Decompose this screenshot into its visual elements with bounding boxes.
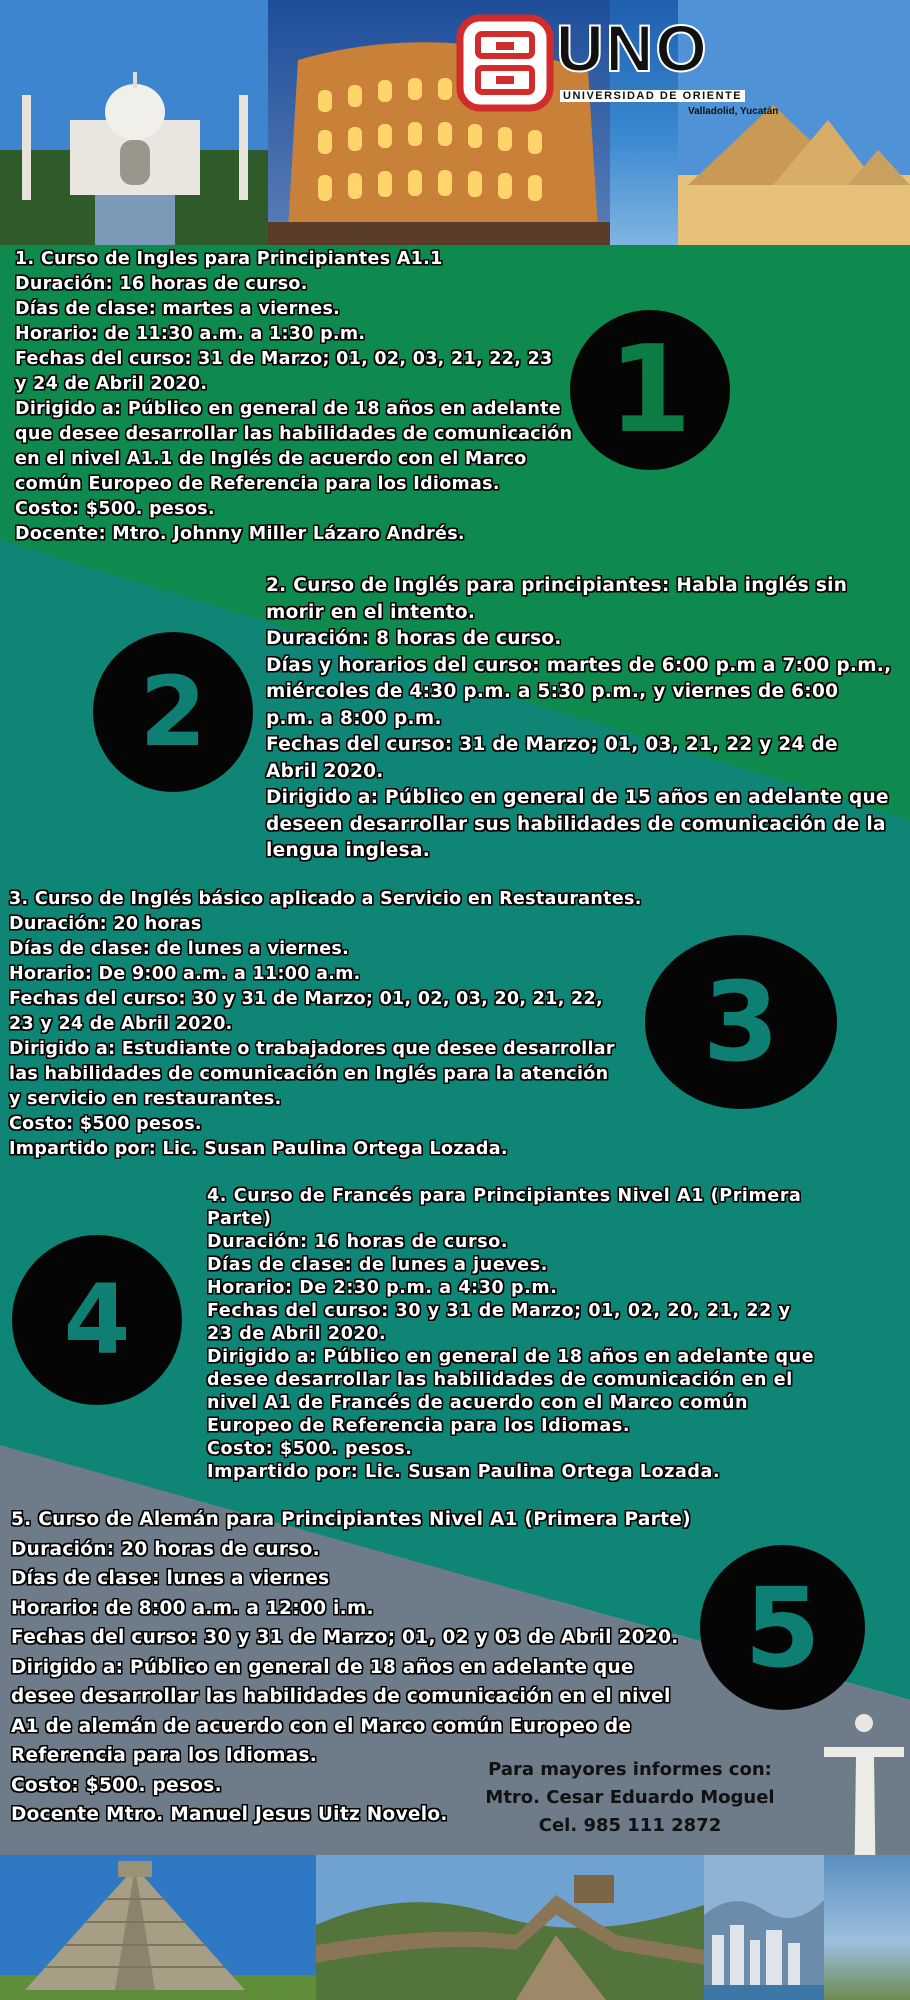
uno-logo (456, 11, 786, 120)
contact-name: Mtro. Cesar Eduardo Moguel (485, 1787, 775, 1808)
course-4-details (207, 1185, 814, 1484)
course-5-number: 5 (744, 1563, 821, 1692)
bottom-photo-strip (0, 1855, 910, 2000)
course-2-details (266, 573, 891, 865)
course-3-line: Impartido por: Lic. Susan Paulina Ortega Lozada. (9, 1139, 508, 1159)
course-5-badge (700, 1545, 865, 1710)
course-5-line: Fechas del curso: 30 y 31 de Marzo; 01, 02 y 03 de Abril 2020. (11, 1627, 679, 1648)
course-2-line: p.m. a 8:00 p.m. (266, 707, 442, 729)
course-4-line: 23 de Abril 2020. (207, 1324, 387, 1344)
course-5-line: Docente Mtro. Manuel Jesus Uitz Novelo. (11, 1804, 448, 1825)
course-1-line: Duración: 16 horas de curso. (15, 274, 308, 294)
course-2-title: 2. Curso de Inglés para principiantes: Habla inglés sin (266, 575, 848, 596)
course-1-number: 1 (608, 320, 692, 460)
course-2-line: Duración: 8 horas de curso. (266, 628, 562, 649)
course-4-line: Duración: 16 horas de curso. (207, 1232, 509, 1252)
course-5-line: Horario: de 8:00 a.m. a 12:00 i.m. (11, 1597, 374, 1619)
course-4-line: Impartido por: Lic. Susan Paulina Ortega Lozada. (207, 1462, 721, 1482)
course-1-line: Dirigido a: Público en general de 18 años en adelante (15, 399, 561, 419)
course-4-line: Días de clase: de lunes a jueves. (207, 1255, 549, 1275)
course-5-line: Días de clase: lunes a viernes (11, 1568, 330, 1589)
course-2-line: morir en el intento. (266, 601, 476, 623)
course-4-line: Parte) (207, 1209, 272, 1229)
course-1-line: Docente: Mtro. Johnny Miller Lázaro Andrés. (15, 524, 465, 544)
course-3-number: 3 (702, 958, 780, 1086)
great-wall-photo (316, 1855, 704, 2000)
course-3-line: Costo: $500 pesos. (9, 1114, 202, 1134)
course-2-line: Abril 2020. (266, 760, 384, 782)
course-1-line: Fechas del curso: 31 de Marzo; 01, 02, 03, 21, 22, 23 (15, 349, 553, 369)
course-2-badge (93, 632, 253, 792)
course-1-line: en el nivel A1.1 de Inglés de acuerdo con el Marco (15, 449, 527, 469)
course-4-title: 4. Curso de Francés para Principiantes Nivel A1 (Primera (207, 1186, 802, 1206)
top-photo-strip (0, 0, 910, 245)
course-5-line: Referencia para los Idiomas. (11, 1745, 318, 1766)
course-1-badge (570, 310, 730, 470)
course-2-line: deseen desarrollar sus habilidades de comunicación de la (266, 813, 886, 835)
course-1-line: y 24 de Abril 2020. (15, 374, 208, 394)
logo-name: UNO (556, 11, 709, 85)
course-4-badge (12, 1235, 182, 1405)
course-1-details (15, 247, 572, 547)
course-3-line: Fechas del curso: 30 y 31 de Marzo; 01, 02, 03, 20, 21, 22, (9, 989, 603, 1009)
course-4-line: Europeo de Referencia para los Idiomas. (207, 1416, 631, 1436)
course-4-line: Dirigido a: Público en general de 18 años en adelante que (207, 1347, 815, 1367)
contact-info (470, 1756, 790, 1840)
course-3-badge (645, 935, 837, 1109)
course-3-line: las habilidades de comunicación en Inglés para la atención (9, 1064, 609, 1084)
course-1-line: que desee desarrollar las habilidades de comunicación (15, 424, 573, 444)
course-3-line: y servicio en restaurantes. (9, 1089, 282, 1109)
course-5-title: 5. Curso de Alemán para Principiantes Nivel A1 (Primera Parte) (11, 1509, 691, 1530)
course-4-line: Costo: $500. pesos. (207, 1439, 413, 1459)
course-4-line: desee desarrollar las habilidades de comunicación en el (207, 1370, 793, 1390)
course-3-line: Duración: 20 horas (9, 914, 202, 934)
course-3-line: Horario: De 9:00 a.m. a 11:00 a.m. (9, 964, 361, 984)
course-5-line: A1 de alemán de acuerdo con el Marco común Europeo de (11, 1715, 632, 1737)
rio-skyline-photo (704, 1855, 824, 2000)
course-1-line: común Europeo de Referencia para los Idiomas. (15, 474, 500, 494)
course-3-details (9, 887, 642, 1162)
chichen-itza-photo (0, 1855, 316, 2000)
course-3-title: 3. Curso de Inglés básico aplicado a Servicio en Restaurantes. (9, 889, 642, 909)
logo-location: Valladolid, Yucatán (688, 106, 779, 117)
course-2-line: Días y horarios del curso: martes de 6:00 p.m a 7:00 p.m., (266, 654, 892, 676)
course-5-line: Costo: $500. pesos. (11, 1774, 222, 1796)
course-4-line: Horario: De 2:30 p.m. a 4:30 p.m. (207, 1278, 558, 1298)
course-4-number: 4 (63, 1264, 131, 1376)
contact-intro: Para mayores informes con: (488, 1759, 772, 1780)
course-1-line: Días de clase: martes a viernes. (15, 299, 341, 319)
course-1-title: 1. Curso de Ingles para Principiantes A1.1 (15, 249, 443, 269)
course-3-line: 23 y 24 de Abril 2020. (9, 1014, 233, 1034)
course-1-line: Costo: $500. pesos. (15, 499, 215, 519)
contact-phone: Cel. 985 111 2872 (538, 1815, 722, 1836)
course-5-line: desee desarrollar las habilidades de comunicación en el nivel (11, 1686, 671, 1707)
course-5-line: Dirigido a: Público en general de 18 años en adelante que (11, 1656, 634, 1678)
course-2-line: Dirigido a: Público en general de 15 años en adelante que (266, 787, 889, 808)
course-3-line: Días de clase: de lunes a viernes. (9, 939, 350, 959)
course-2-line: Fechas del curso: 31 de Marzo; 01, 03, 21, 22 y 24 de (266, 734, 838, 755)
course-1-line: Horario: de 11:30 a.m. a 1:30 p.m. (15, 324, 366, 344)
course-2-line: lengua inglesa. (266, 840, 431, 861)
course-2-line: miércoles de 4:30 p.m. a 5:30 p.m., y viernes de 6:00 (266, 681, 839, 702)
logo-subtitle: UNIVERSIDAD DE ORIENTE (560, 90, 745, 102)
course-3-line: Dirigido a: Estudiante o trabajadores que desee desarrollar (9, 1039, 615, 1059)
course-5-line: Duración: 20 horas de curso. (11, 1538, 320, 1560)
course-2-number: 2 (139, 656, 207, 768)
taj-mahal-photo (0, 0, 270, 245)
logo-emblem-icon (456, 14, 554, 112)
course-4-line: Fechas del curso: 30 y 31 de Marzo; 01, 02, 20, 21, 22 y (207, 1301, 791, 1321)
course-4-line: nivel A1 de Francés de acuerdo con el Marco común (207, 1393, 749, 1413)
